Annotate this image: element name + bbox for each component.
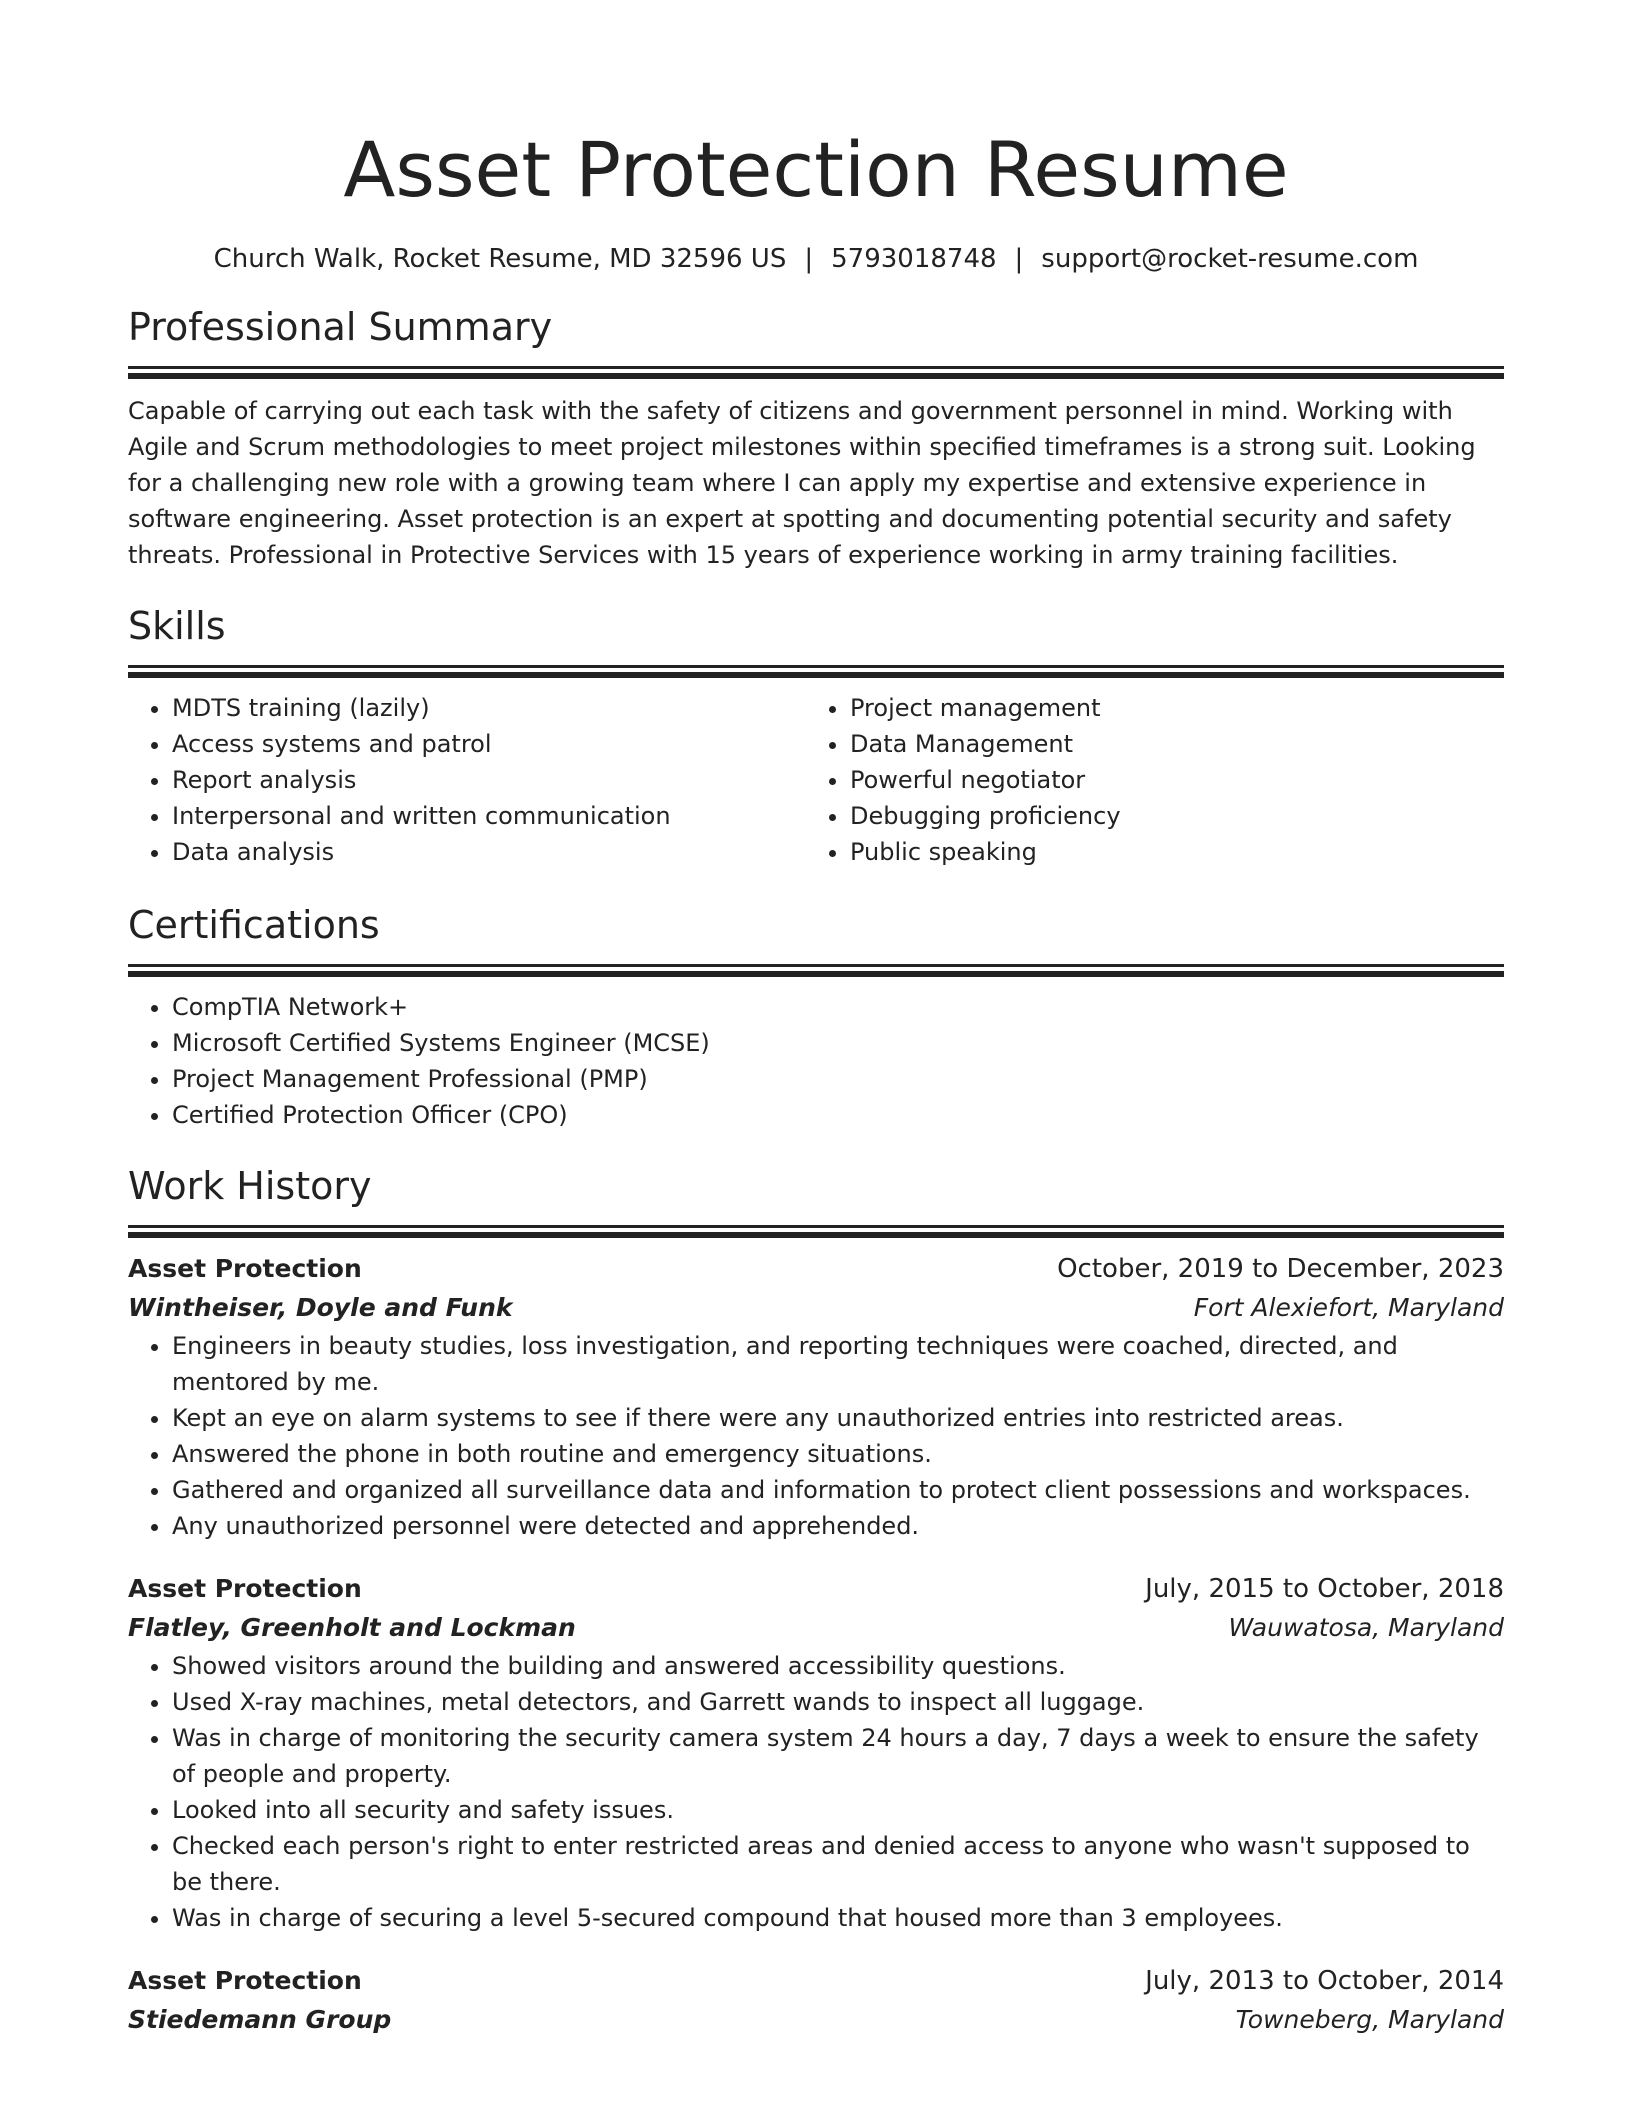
summary-text: Capable of carrying out each task with the safety of citizens and government personnel in mind. Working with Agile and Scrum methodologies to meet project milestones within specified timeframes is a strong suit. Looking for a challenging new role with a growing team where I can apply my expertise and extensive experience in software engineering. Asset protection is an expert at spotting and documenting potential security and safety threats. Professional in Protective Services with 15 years of experience working in army training facilities. bbox=[128, 397, 1476, 569]
section-divider bbox=[128, 665, 1504, 668]
summary-heading: Professional Summary bbox=[128, 305, 553, 349]
skill-item: • Interpersonal and written communication bbox=[172, 798, 806, 834]
certification-item: • Microsoft Certified Systems Engineer (MCSE) bbox=[172, 1025, 1504, 1061]
job-entry bbox=[128, 1962, 1504, 2040]
section-divider bbox=[128, 366, 1504, 369]
job-bullet: • Showed visitors around the building and answered accessibility questions. bbox=[172, 1648, 1504, 1684]
job-company: Flatley, Greenholt and Lockman bbox=[128, 1613, 576, 1642]
skill-item: • Report analysis bbox=[172, 762, 806, 798]
skills-heading: Skills bbox=[128, 604, 226, 648]
job-entry bbox=[128, 1250, 1504, 1544]
job-bullet: • Gathered and organized all surveillance data and information to protect client possessions and workspaces. bbox=[172, 1472, 1504, 1508]
section-divider-thick bbox=[128, 1232, 1504, 1238]
section-divider-thick bbox=[128, 373, 1504, 379]
contact-address: Church Walk, Rocket Resume, MD 32596 US bbox=[213, 244, 787, 274]
contact-separator: | bbox=[1014, 244, 1024, 274]
job-title: Asset Protection bbox=[128, 1966, 362, 1995]
skill-item: • Powerful negotiator bbox=[850, 762, 1484, 798]
section-divider bbox=[128, 1225, 1504, 1228]
job-dates: July, 2015 to October, 2018 bbox=[1145, 1574, 1504, 1604]
job-title: Asset Protection bbox=[128, 1254, 362, 1283]
job-entry bbox=[128, 1570, 1504, 1936]
job-bullet: • Checked each person's right to enter restricted areas and denied access to anyone who wasn't supposed to be there. bbox=[172, 1828, 1504, 1900]
job-bullet: • Was in charge of securing a level 5-secured compound that housed more than 3 employees. bbox=[172, 1900, 1504, 1936]
skills-column-left bbox=[128, 690, 806, 870]
section-divider-thick bbox=[128, 672, 1504, 678]
skill-item: • Project management bbox=[850, 690, 1484, 726]
job-dates: July, 2013 to October, 2014 bbox=[1145, 1966, 1504, 1996]
job-dates: October, 2019 to December, 2023 bbox=[1057, 1254, 1504, 1284]
skill-item: • Access systems and patrol bbox=[172, 726, 806, 762]
job-bullet: • Was in charge of monitoring the security camera system 24 hours a day, 7 days a week to ensure the safety of people and property. bbox=[172, 1720, 1504, 1792]
job-company: Wintheiser, Doyle and Funk bbox=[128, 1293, 513, 1322]
certification-item: • Project Management Professional (PMP) bbox=[172, 1061, 1504, 1097]
job-bullet: • Engineers in beauty studies, loss investigation, and reporting techniques were coached, directed, and mentored by me. bbox=[172, 1328, 1504, 1400]
job-bullet: • Any unauthorized personnel were detected and apprehended. bbox=[172, 1508, 1504, 1544]
certification-item: • Certified Protection Officer (CPO) bbox=[172, 1097, 1504, 1133]
skill-item: • MDTS training (lazily) bbox=[172, 690, 806, 726]
resume-page bbox=[128, 0, 1504, 2040]
section-divider-thick bbox=[128, 971, 1504, 977]
skill-item: • Data Management bbox=[850, 726, 1484, 762]
certification-item: • CompTIA Network+ bbox=[172, 989, 1504, 1025]
certifications-section bbox=[128, 900, 1504, 1133]
skill-item: • Debugging proficiency bbox=[850, 798, 1484, 834]
certifications-heading: Certifications bbox=[128, 903, 380, 947]
job-bullet: • Looked into all security and safety issues. bbox=[172, 1792, 1504, 1828]
skills-section bbox=[128, 601, 1504, 870]
skills-column-right bbox=[806, 690, 1484, 870]
job-location: Fort Alexiefort, Maryland bbox=[1193, 1293, 1504, 1322]
section-divider bbox=[128, 964, 1504, 967]
job-title: Asset Protection bbox=[128, 1574, 362, 1603]
skill-item: • Data analysis bbox=[172, 834, 806, 870]
job-location: Towneberg, Maryland bbox=[1235, 2005, 1504, 2034]
contact-phone: 5793018748 bbox=[831, 244, 997, 274]
contact-line bbox=[128, 242, 1504, 276]
job-location: Wauwatosa, Maryland bbox=[1228, 1613, 1504, 1642]
job-bullet: • Answered the phone in both routine and emergency situations. bbox=[172, 1436, 1504, 1472]
summary-section bbox=[128, 302, 1504, 573]
work-history-section bbox=[128, 1161, 1504, 2040]
work-history-heading: Work History bbox=[128, 1164, 372, 1208]
skill-item: • Public speaking bbox=[850, 834, 1484, 870]
job-company: Stiedemann Group bbox=[128, 2005, 392, 2034]
resume-title: Asset Protection Resume bbox=[343, 125, 1289, 214]
job-bullet: • Used X-ray machines, metal detectors, and Garrett wands to inspect all luggage. bbox=[172, 1684, 1504, 1720]
job-bullet: • Kept an eye on alarm systems to see if there were any unauthorized entries into restricted areas. bbox=[172, 1400, 1504, 1436]
contact-separator: | bbox=[804, 244, 814, 274]
contact-email: support@rocket-resume.com bbox=[1041, 244, 1419, 274]
